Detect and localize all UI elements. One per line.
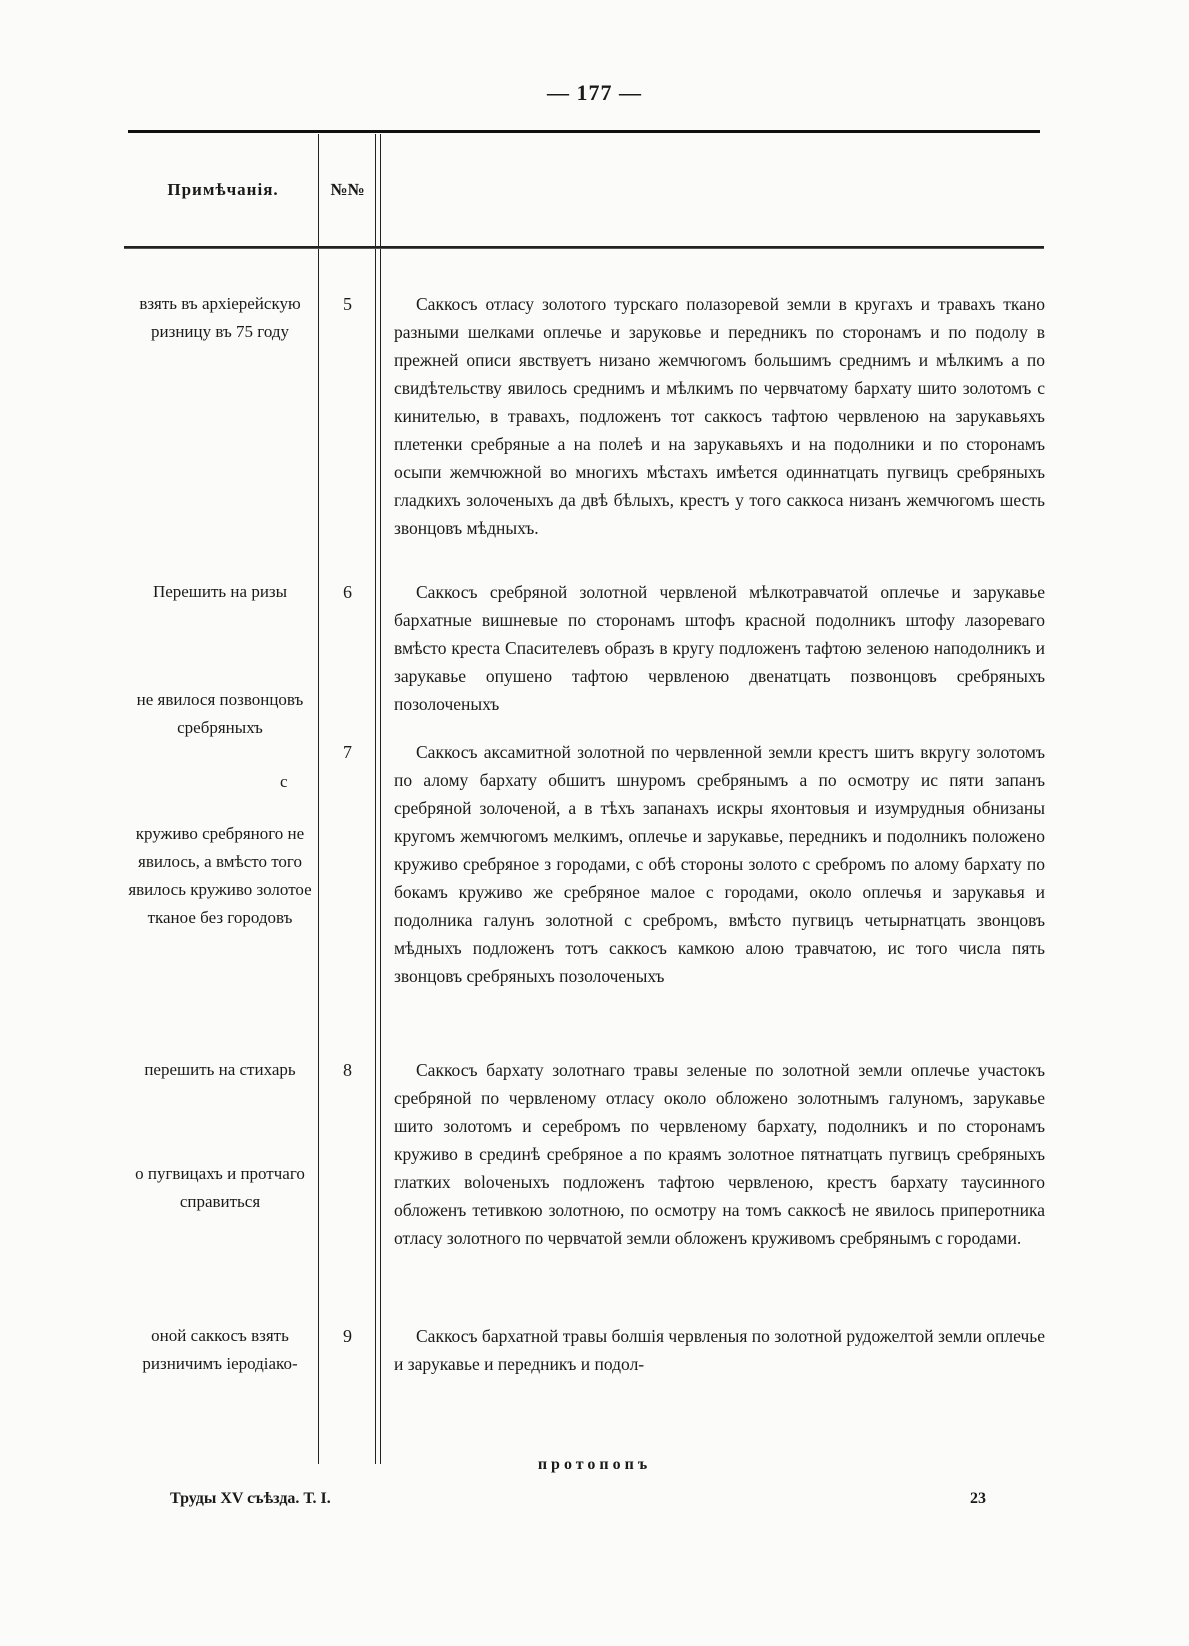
column-divider-numbers-double	[380, 134, 381, 1464]
catchword: протопопъ	[537, 1456, 652, 1473]
footer-sheet-number: 23	[970, 1490, 986, 1507]
note-entry-6b: не явилося позвонцовъ сребряныхъ	[136, 690, 304, 737]
top-rule	[128, 130, 1040, 133]
entry-number-6: 6	[343, 582, 352, 602]
note-entry-6: Перешить на ризы	[152, 582, 288, 601]
header-rule	[124, 246, 1044, 249]
page-number: — 177 —	[547, 80, 642, 105]
note-entry-8: перешить на стихарь	[144, 1060, 296, 1079]
entry-number-7: 7	[343, 742, 352, 762]
note-entry-8b: о пугвицахъ и протчаго справиться	[135, 1164, 305, 1211]
footer-signature: Труды XV съѣзда. Т. I.	[170, 1490, 331, 1507]
note-entry-9: оной саккосъ взять ризничимъ іеродіако-	[142, 1326, 298, 1373]
entry-number-8: 8	[343, 1060, 352, 1080]
entry-text-6: Саккосъ сребряной золотной червленой мѣлкотравчатой оплечье и зарукавье бархатные вишневые по сторонамъ штофъ красной подолникъ штофу лазореваго вмѣсто креста Спасителевъ образъ в кругу подложенъ тафтою зеленою наподолникъ и зарукавье опушено тафтою червленою двенатцать позвонцовъ сребряныхъ позолоченыхъ	[394, 582, 1045, 714]
note-entry-7: круживо сребряного не явилось, а вмѣсто того явилось круживо золотое тканое без городовъ	[128, 824, 312, 927]
column-divider-numbers	[375, 134, 376, 1464]
column-divider-notes	[318, 134, 319, 1464]
entry-text-5: Саккосъ отласу золотого турскаго полазоревой земли в кругахъ и травахъ ткано разными шелками оплечье и заруковье и передникъ по сторонамъ и по подолу в прежней описи явствуетъ низано жемчюгомъ большимъ среднимъ и мѣлкимъ а по свидѣтельству явилось среднимъ и мѣлкимъ по червчатому бархату шито золотомъ с кинителью, в травахъ, подложенъ тот саккосъ тафтою червленою на зарукавьяхъ плетенки сребряные а на полеѣ и на зарукавьяхъ и на подолники и по сторонамъ осыпи жемчюжной во многихъ мѣстахъ имѣется одиннатцать пугвицъ сребряныхъ гладкихъ золоченыхъ да двѣ бѣлыхъ, крестъ у того саккоса низанъ жемчюгомъ шесть звонцовъ мѣдныхъ.	[394, 294, 1045, 538]
entry-text-9: Саккосъ бархатной травы болшія червленыя по золотной рудожелтой земли оплечье и зарукавье и передникъ и подол-	[394, 1326, 1045, 1374]
entry-number-5: 5	[343, 294, 352, 314]
note-entry-5: взять въ архіерейскую ризницу въ 75 году	[139, 294, 301, 341]
numbers-column-header: №№	[330, 180, 365, 199]
note-entry-7-mark: с	[280, 772, 288, 791]
entry-number-9: 9	[343, 1326, 352, 1346]
entry-text-8: Саккосъ бархату золотнаго травы зеленые по золотной земли оплечье участокъ сребряной по червленому отласу около обложено золотнымъ галуномъ, зарукавье шито золотомъ и серебромъ по червленому бархату, подолникъ и по сторонамъ круживо в срединѣ сребряное а по краямъ золотное пятнатцать пугвицъ сребряныхъ глатких воloченыхъ подложенъ тафтою червленою, крестъ бархату таусинного обложенъ тетивкою золотною, по осмотру на томъ саккосѣ не явилось приперотника отласу золотного по червчатой земли обложенъ круживомъ сребрянымъ с городами.	[394, 1060, 1045, 1248]
notes-column-header: Примѣчанія.	[167, 180, 279, 199]
entry-text-7: Саккосъ аксамитной золотной по червленной земли крестъ шитъ вкругу золотомъ по алому бархату обшитъ шнуромъ сребрянымъ а по осмотру ис пяти запанъ сребряной золоченой, а в тѣхъ запанахъ искры яхонтовыя и изумрудныя обнизаны кругомъ жемчюгомъ мелкимъ, оплечье и зарукавье, передникъ и подолникъ положено круживо сребряное з городами, с обѣ стороны золото с сребромъ по алому бархату по бокамъ круживо же сребряное малое с городами, около оплечья и зарукавья и подолника галунъ золотной с сребромъ, вмѣсто пугвицъ четырнатцать звонцовъ мѣдныхъ подложенъ тотъ саккосъ камкою алою травчатою, ис того числа пять звонцовъ сребряныхъ позолоченыхъ	[394, 742, 1045, 986]
